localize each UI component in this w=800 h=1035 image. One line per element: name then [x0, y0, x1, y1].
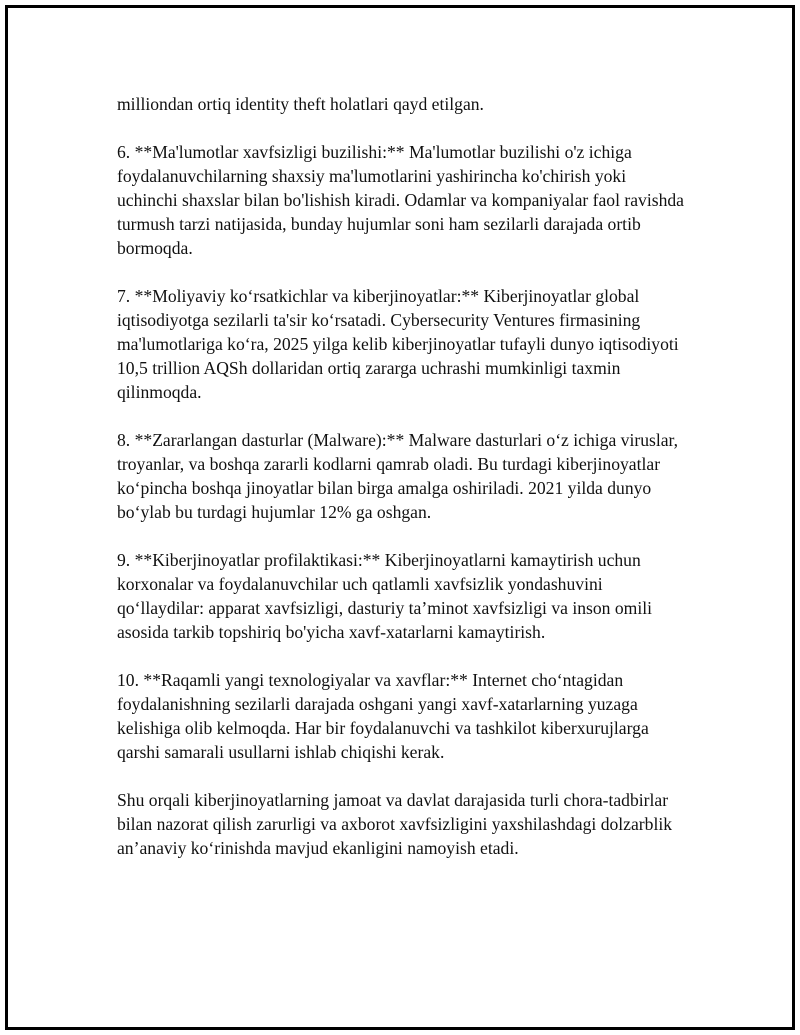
- paragraph-item-8: 8. **Zararlangan dasturlar (Malware):** Malware dasturlari oʻz ichiga viruslar, troyanlar, va boshqa zararli kodlarni qamrab oladi. Bu turdagi kiberjinoyatlar koʻpincha boshqa jinoyatlar bilan birga amalga oshiriladi. 2021 yilda dunyo boʻylab bu turdagi hujumlar 12% ga oshgan.: [117, 430, 679, 522]
- paragraph-item-6: 6. **Ma'lumotlar xavfsizligi buzilishi:** Ma'lumotlar buzilishi o'z ichiga foydalanuvchilarning shaxsiy ma'lumotlarini yashirincha ko'chirish yoki uchinchi shaxslar bilan bo'lishish kiradi. Odamlar va kompaniyalar faol ravishda turmush tarzi natijasida, bunday hujumlar soni ham sezilarli darajada ortib bormoqda.: [117, 142, 684, 258]
- paragraph-item-10: 10. **Raqamli yangi texnologiyalar va xavflar:** Internet choʻntagidan foydalanishning sezilarli darajada oshgani yangi xavf-xatarlarning yuzaga kelishiga olib kelmoqda. Har bir foydalanuvchi va tashkilot kiberxurujlarga qarshi samarali usullarni ishlab chiqishi kerak.: [117, 670, 649, 762]
- paragraph-continuation: milliondan ortiq identity theft holatlari qayd etilgan.: [117, 94, 484, 114]
- paragraph-item-9: 9. **Kiberjinoyatlar profilaktikasi:** Kiberjinoyatlarni kamaytirish uchun korxonalar va foydalanuvchilar uch qatlamli xavfsizlik yondashuvini qoʻllaydilar: apparat xavfsizligi, dasturiy ta’minot xavfsizligi va inson omili asosida tarkib topshiriq bo'yicha xavf-xatarlarni kamaytirish.: [117, 550, 653, 642]
- paragraph-conclusion: Shu orqali kiberjinoyatlarning jamoat va davlat darajasida turli chora-tadbirlar bilan nazorat qilish zarurligi va axborot xavfsizligini yaxshilashdagi dolzarblik an’anaviy koʻrinishda mavjud ekanligini namoyish etadi.: [117, 790, 673, 858]
- paragraph-item-7: 7. **Moliyaviy koʻrsatkichlar va kiberjinoyatlar:** Kiberjinoyatlar global iqtisodiyotga sezilarli ta'sir koʻrsatadi. Cybersecurity Ventures firmasining ma'lumotlariga koʻra, 2025 yilga kelib kiberjinoyatlar tufayli dunyo iqtisodiyoti 10,5 trillion AQSh dollaridan ortiq zararga uchrashi mumkinligi taxmin qilinmoqda.: [117, 286, 679, 402]
- document-body: [117, 92, 689, 884]
